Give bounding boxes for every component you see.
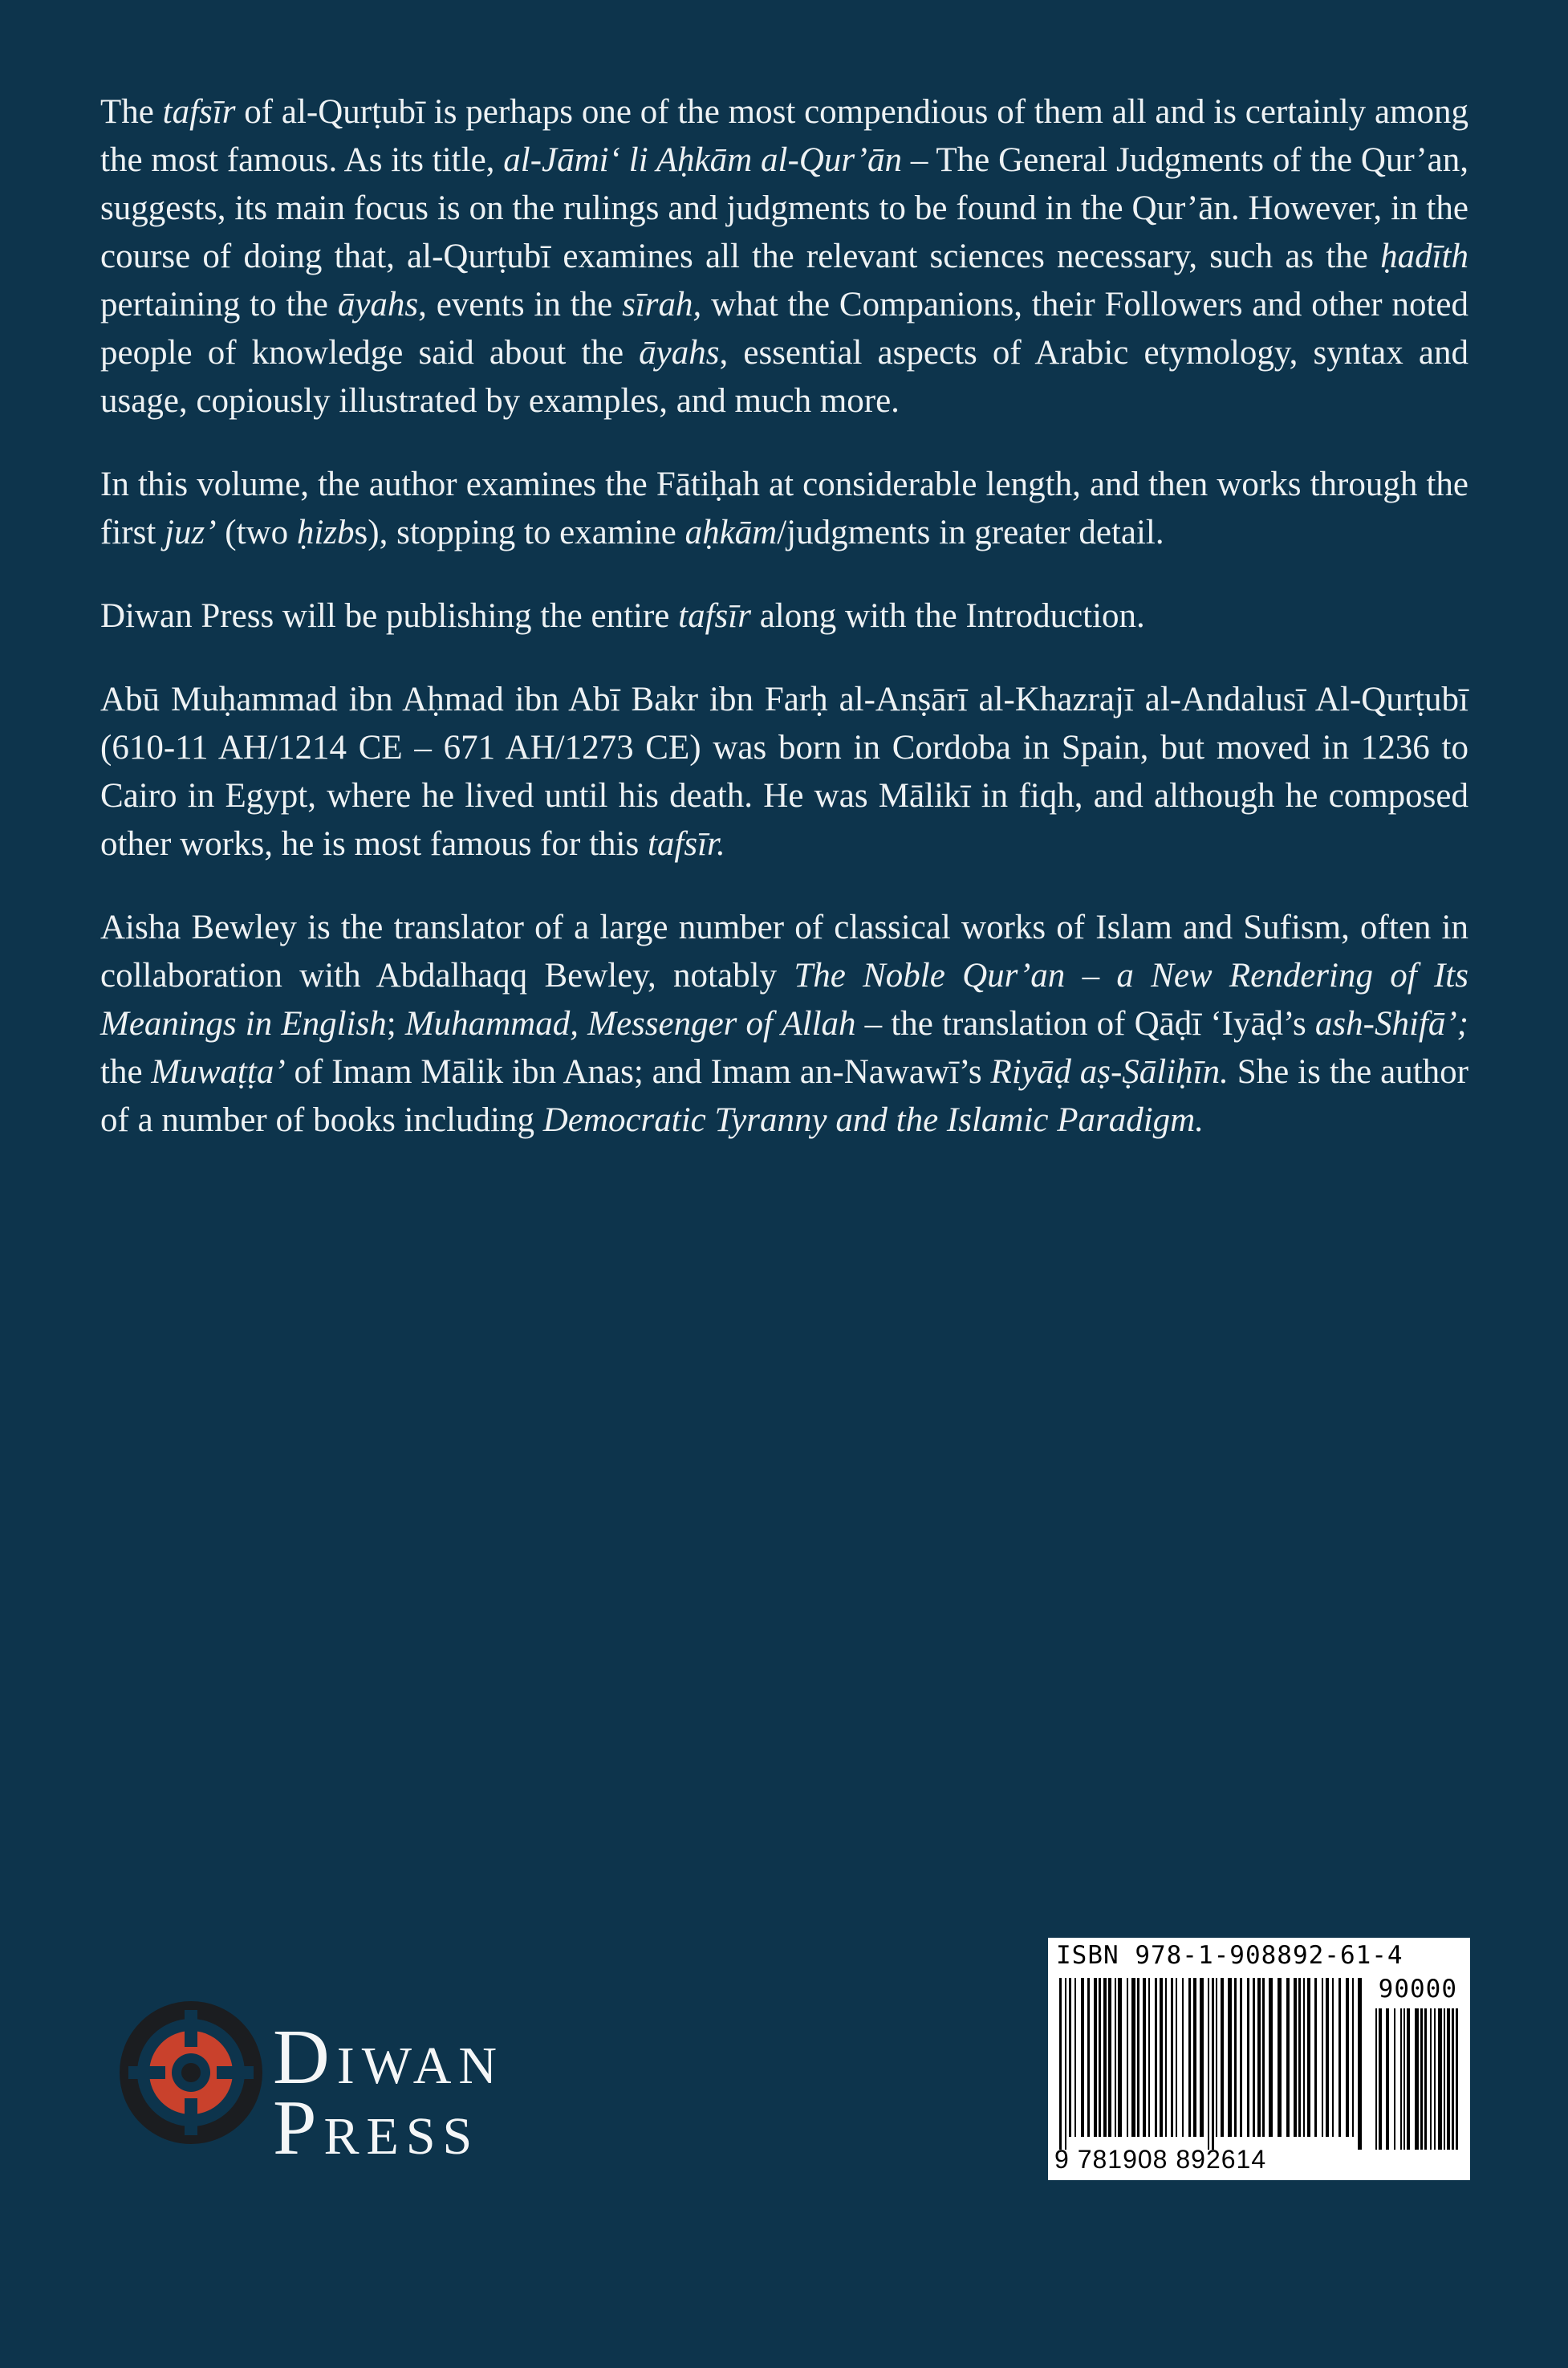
barcode-bar xyxy=(1208,1978,1209,2150)
barcode-bar xyxy=(1212,1978,1214,2150)
diwan-press-logo-icon xyxy=(119,2000,263,2145)
back-cover-blurb xyxy=(100,88,1468,1145)
italic-term: aḥkām xyxy=(684,514,778,551)
barcode-bar xyxy=(1278,1978,1282,2137)
barcode-bar xyxy=(1257,1978,1261,2137)
barcode-bar xyxy=(1303,1978,1305,2137)
barcode-bar xyxy=(1103,1978,1107,2137)
barcode-bar xyxy=(1143,1978,1146,2137)
text-run: the xyxy=(100,1053,152,1091)
barcode-bar xyxy=(1358,1978,1362,2150)
addon-barcode-bar xyxy=(1444,2008,1445,2150)
barcode-bar xyxy=(1314,1978,1317,2137)
text-run: (two xyxy=(216,514,297,551)
addon-barcode-bar xyxy=(1375,2008,1377,2150)
addon-barcode-bar xyxy=(1420,2008,1423,2150)
isbn-number: ISBN 978-1-908892-61-4 xyxy=(1056,1941,1403,1970)
text-run: , events in the xyxy=(418,286,623,323)
barcode-bar xyxy=(1118,1978,1122,2137)
italic-term: Riyāḍ aṣ-Ṣāliḥīn. xyxy=(990,1053,1229,1091)
barcode-bar xyxy=(1188,1978,1191,2137)
barcode-bar xyxy=(1176,1978,1177,2137)
barcode-bar xyxy=(1094,1978,1097,2137)
barcode-bar xyxy=(1137,1978,1139,2137)
italic-term: sīrah, xyxy=(622,286,702,323)
italic-term: ash-Shifā’; xyxy=(1314,1005,1468,1043)
blurb-paragraph-author xyxy=(100,676,1468,869)
barcode-bar xyxy=(1171,1978,1173,2137)
barcode-bar xyxy=(1307,1978,1310,2137)
barcode-bar xyxy=(1081,1978,1084,2137)
barcode-bar xyxy=(1099,1978,1101,2137)
logo-initial: P xyxy=(273,2085,324,2171)
text-run: /judgments in greater detail. xyxy=(777,514,1164,551)
italic-term: āyahs xyxy=(337,286,419,323)
italic-term: ḥadīth xyxy=(1380,238,1468,275)
logo-initial: D xyxy=(273,2014,337,2101)
addon-barcode-bar xyxy=(1438,2008,1442,2150)
barcode-bar xyxy=(1216,1978,1217,2137)
barcode-bar xyxy=(1298,1978,1301,2137)
text-run: Aisha Bewley is the translator of a large number of classical works of Islam and Sufism, often in collaboration with Abdalhaqq Bewley, notably xyxy=(100,909,1468,995)
text-run: what the Companions, their Followers and other noted people of knowledge said about the xyxy=(100,286,1468,372)
italic-term: āyahs xyxy=(639,334,720,372)
barcode-bar xyxy=(1115,1978,1116,2137)
text-run: , essential aspects of Arabic etymology, syntax and usage, copiously illustrated by examples, and much more. xyxy=(100,334,1468,420)
text-run: along with the Introduction. xyxy=(750,597,1145,635)
price-code: 90000 xyxy=(1378,1975,1457,2004)
barcode-bar xyxy=(1182,1978,1184,2137)
italic-term: Muwaṭṭa’ xyxy=(151,1053,286,1091)
publisher-logo xyxy=(119,1989,568,2186)
text-run: She is the author of a number of books including xyxy=(100,1053,1468,1139)
barcode-bar xyxy=(1332,1978,1334,2137)
blurb-paragraph-publishing xyxy=(100,592,1468,641)
barcode-bar xyxy=(1065,1978,1066,2150)
addon-barcode-bar xyxy=(1415,2008,1419,2150)
barcode-bar xyxy=(1087,1978,1090,2137)
blurb-paragraph-intro xyxy=(100,88,1468,425)
text-run: – the translation of Qāḍī ‘Iyāḍ’s xyxy=(855,1005,1315,1043)
barcode-bar xyxy=(1108,1978,1111,2137)
italic-term: Democratic Tyranny and the Islamic Paradigm. xyxy=(542,1101,1204,1139)
barcode-bar xyxy=(1165,1978,1167,2137)
text-run: ; xyxy=(386,1005,405,1043)
ean-digits: 9 781908 892614 xyxy=(1054,2145,1267,2174)
barcode-bar xyxy=(1131,1978,1135,2137)
text-run: pertaining to the xyxy=(100,286,338,323)
addon-barcode-bar xyxy=(1434,2008,1436,2150)
barcode-bar xyxy=(1155,1978,1157,2137)
barcode-bar xyxy=(1160,1978,1163,2137)
barcode-bar xyxy=(1148,1978,1150,2137)
logo-wordmark-press xyxy=(273,2085,480,2171)
barcode-bar xyxy=(1326,1978,1329,2137)
barcode-bar xyxy=(1352,1978,1354,2137)
barcode-bar xyxy=(1294,1978,1297,2137)
addon-barcode-bar xyxy=(1386,2008,1389,2150)
barcode-bar xyxy=(1346,1978,1349,2137)
italic-term: tafsīr xyxy=(162,93,236,131)
barcode-bar xyxy=(1247,1978,1249,2137)
barcode-bar xyxy=(1228,1978,1232,2137)
barcode-bar xyxy=(1221,1978,1224,2137)
italic-term: juz’ xyxy=(165,514,217,551)
addon-barcode-bar xyxy=(1424,2008,1427,2150)
addon-barcode-bar xyxy=(1379,2008,1382,2150)
barcode-bars xyxy=(1058,1978,1460,2150)
text-run: In this volume, the author examines the Fātiḥah at considerable length, and then works through the first xyxy=(100,466,1468,551)
barcode-bar xyxy=(1253,1978,1255,2137)
barcode-bar xyxy=(1074,1978,1076,2137)
barcode-bar xyxy=(1193,1978,1196,2137)
logo-word: RESS xyxy=(323,2107,480,2166)
text-run: of Imam Mālik ibn Anas; and Imam an-Nawawī’s xyxy=(285,1053,991,1091)
addon-barcode-bar xyxy=(1403,2008,1405,2150)
text-run: The xyxy=(100,93,163,131)
logo-word: IWAN xyxy=(336,2036,505,2095)
barcode-bar xyxy=(1338,1978,1341,2137)
barcode-bar xyxy=(1234,1978,1237,2137)
barcode-bar xyxy=(1127,1978,1128,2137)
text-run: Diwan Press will be publishing the entire xyxy=(100,597,679,635)
text-run: Abū Muḥammad ibn Aḥmad ibn Abī Bakr ibn Farḥ al-Anṣārī al-Khazrajī al-Andalusī Al-Qurṭubī (610-11 AH/1214 CE – 671 AH/1273 CE) was born in Cordoba in Spain, but moved in 1236 to Cairo in Egypt, where he lived until his death. He was Mālikī in fiqh, and although he composed other works, he is most famous for this xyxy=(100,681,1468,863)
addon-barcode-bar xyxy=(1456,2008,1458,2150)
barcode-bar xyxy=(1069,1978,1071,2137)
barcode-bar xyxy=(1286,1978,1290,2137)
barcode-bar xyxy=(1059,1978,1062,2150)
barcode-bar xyxy=(1322,1978,1323,2137)
italic-term: al-Jāmi‘ li Aḥkām al-Qur’ān xyxy=(503,141,902,179)
italic-term: Muhammad, Messenger of Allah xyxy=(404,1005,856,1043)
italic-term: tafsīr. xyxy=(647,825,725,863)
addon-barcode-bar xyxy=(1407,2008,1410,2150)
addon-barcode-bar xyxy=(1447,2008,1450,2150)
barcode-bar xyxy=(1240,1978,1242,2137)
barcode-bar xyxy=(1262,1978,1265,2137)
text-run: s), stopping to examine xyxy=(354,514,685,551)
italic-term: tafsīr xyxy=(678,597,751,635)
text-run: – The General Judgments of the Qur’an, suggests, its main focus is on the rulings and judgments to be found in the Qur’ān. However, in the course of doing that, al-Qurṭubī examines all the relevant sciences necessary, such as the xyxy=(100,141,1468,275)
addon-barcode-bar xyxy=(1400,2008,1402,2150)
blurb-paragraph-translator xyxy=(100,904,1468,1145)
barcode-bar xyxy=(1200,1978,1204,2137)
addon-barcode-bar xyxy=(1394,2008,1395,2150)
barcode-bar xyxy=(1269,1978,1273,2137)
italic-term: ḥizb xyxy=(296,514,355,551)
addon-barcode-bar xyxy=(1430,2008,1432,2150)
blurb-paragraph-volume xyxy=(100,461,1468,557)
text-run: of al-Qurṭubī is perhaps one of the most compendious of them all and is certainly among the most famous. As its title, xyxy=(100,93,1468,179)
addon-barcode-bar xyxy=(1452,2008,1454,2150)
isbn-barcode xyxy=(1048,1938,1470,2180)
italic-term: The Noble Qur’an – a New Rendering of Its Meanings in English xyxy=(100,957,1468,1043)
